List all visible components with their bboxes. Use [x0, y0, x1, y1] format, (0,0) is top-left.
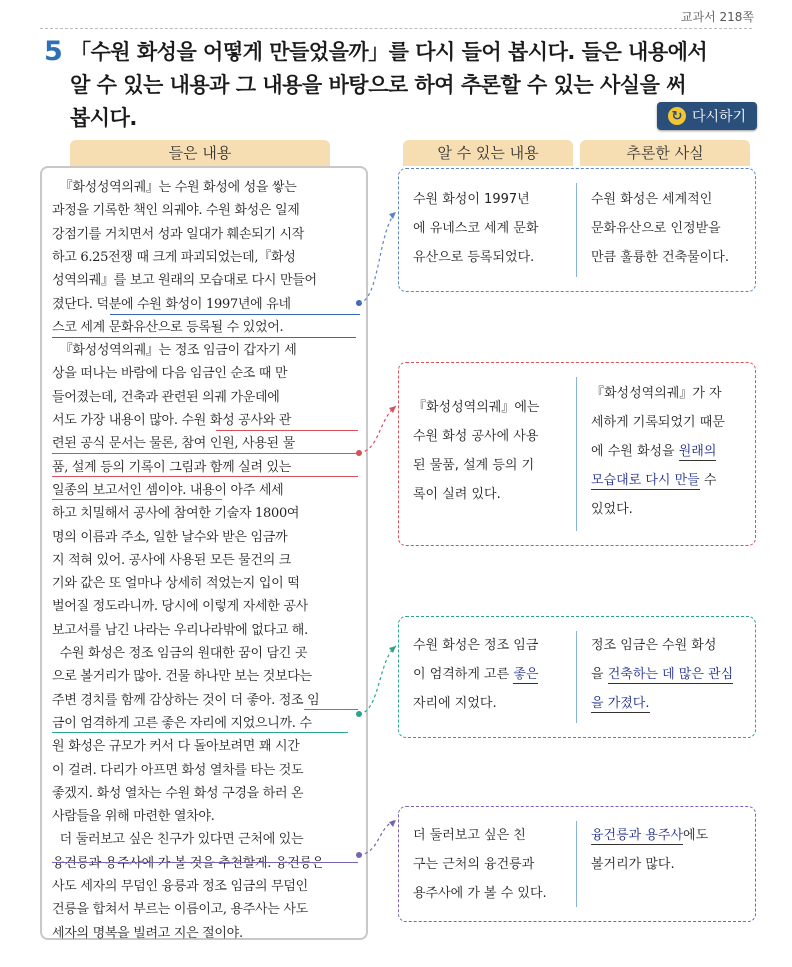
passage-line: 좋겠지. 화성 열차는 수원 화성 구경을 하러 온 — [52, 785, 304, 801]
redo-button-label: 다시하기 — [691, 109, 747, 125]
card2-inferred-line-1: 『화성성역의궤』가 자 — [591, 386, 722, 401]
card1-known-line-3: 유산으로 등록되었다. — [413, 250, 535, 265]
refresh-icon: ↻ — [668, 107, 686, 125]
passage-line: 일종의 보고서인 셈이야. 내용이 아주 세세 — [52, 482, 284, 498]
link-dot-green — [356, 711, 362, 717]
card3-inferred-line-2-pre: 을 — [591, 667, 608, 682]
header-known: 알 수 있는 내용 — [403, 140, 573, 166]
card2-inferred-tail: 수 — [699, 473, 717, 488]
passage-underline-red-4 — [52, 499, 222, 500]
card4-known — [413, 821, 547, 908]
question-line-2: 알 수 있는 내용과 그 내용을 바탕으로 하여 추론할 수 있는 사실을 써 — [70, 73, 686, 97]
passage-line: 보고서를 남긴 나라는 우리나라밖에 없다고 해. — [52, 622, 308, 638]
passage-line: 품, 설계 등의 기록이 그림과 함께 실려 있는 — [52, 459, 292, 475]
header-heard: 들은 내용 — [70, 140, 330, 166]
card4-answer-highlight: 융건릉과 용주사 — [591, 828, 684, 843]
card1-inferred-line-2: 문화유산으로 인정받을 — [591, 221, 721, 236]
passage-line: 『화성성역의궤』는 정조 임금이 갑자기 세 — [52, 343, 297, 359]
card4-known-line-3: 용주사에 가 볼 수 있다. — [413, 886, 547, 901]
card2-inferred-line-5: 있었다. — [591, 502, 633, 517]
passage-line: 건릉을 합쳐서 부르는 이름이고, 용주사는 사도 — [52, 902, 308, 918]
passage-line: 스코 세계 문화유산으로 등록될 수 있었어. — [52, 319, 284, 335]
passage-line: 하고 6.25전쟁 때 크게 파괴되었는데,『화성 — [52, 249, 296, 265]
page-reference: 교과서 218쪽 — [680, 10, 754, 24]
passage-line: 기와 값은 또 얼마나 상세히 적었는지 입이 떡 — [52, 576, 300, 592]
card-divider — [576, 631, 577, 723]
link-dot-purple — [356, 852, 362, 858]
card1-inferred-line-3: 만큼 훌륭한 건축물이다. — [591, 250, 729, 265]
card4-inferred-tail: 에도 — [683, 828, 709, 843]
card4-known-line-1: 더 둘러보고 싶은 친 — [413, 828, 526, 843]
card4-inferred — [591, 821, 708, 879]
question-line-3: 봅시다. — [70, 106, 137, 130]
passage-line: 벌어질 정도라니까. 당시에 이렇게 자세한 공사 — [52, 599, 308, 615]
card2-inferred-line-3: 에 수원 화성을 — [591, 444, 679, 459]
header-inferred: 추론한 사실 — [580, 140, 750, 166]
top-divider — [40, 28, 752, 29]
card3-known-line-3: 자리에 지었다. — [413, 696, 497, 711]
card2-known-line-3: 된 물품, 설계 등의 기 — [413, 458, 535, 473]
question-line-1: 「수원 화성을 어떻게 만들었을까」를 다시 들어 봅시다. 들은 내용에서 — [70, 40, 708, 64]
passage-underline-blue-2 — [52, 337, 356, 338]
passage-line: 주변 경치를 함께 감상하는 것이 더 좋아. 정조 임 — [52, 692, 320, 708]
card1-known-line-1: 수원 화성이 1997년 — [413, 192, 530, 207]
passage-line: 서도 가장 내용이 많아. 수원 화성 공사와 관 — [52, 413, 292, 428]
card2-inferred-line-2: 세하게 기록되었기 때문 — [591, 415, 725, 430]
passage-line: 지 적혀 있어. 공사에 사용된 모든 물건의 크 — [52, 552, 292, 568]
card2-answer-highlight-1: 원래의 — [678, 444, 717, 459]
card3-known — [413, 631, 538, 718]
passage-underline-green-1 — [304, 709, 358, 710]
passage-line: 졌단다. 덕분에 수원 화성이 1997년에 유네 — [52, 296, 291, 312]
passage-line: 『화성성역의궤』는 수원 화성에 성을 쌓는 — [52, 180, 297, 195]
passage-underline-red-1 — [216, 430, 358, 431]
card3-known-line-2: 이 엄격하게 고른 — [413, 667, 514, 682]
answer-card-4 — [398, 806, 756, 922]
passage-line: 사람들을 위해 마련한 열차야. — [52, 809, 215, 825]
passage-line: 하고 치밀해서 공사에 참여한 기술자 1800여 — [52, 506, 300, 522]
answer-card-2 — [398, 362, 756, 546]
card3-inferred — [591, 631, 733, 718]
card3-answer-highlight-2: 을 가졌다. — [591, 696, 650, 711]
passage-line: 성역의궤』를 보고 원래의 모습대로 다시 만들어 — [52, 273, 317, 289]
passage-line: 들어졌는데, 건축과 관련된 의궤 가운데에 — [52, 389, 280, 405]
passage-line: 금이 엄격하게 고른 좋은 자리에 지었으니까. 수 — [52, 715, 312, 731]
link-dot-blue — [356, 300, 362, 306]
card2-known-line-2: 수원 화성 공사에 사용 — [413, 429, 539, 444]
card1-inferred-line-1: 수원 화성은 세계적인 — [591, 192, 713, 207]
passage-underline-red-3 — [52, 476, 358, 477]
question-number: 5 — [44, 36, 63, 67]
passage-line: 강점기를 거치면서 성과 일대가 훼손되기 시작 — [52, 226, 305, 242]
card2-inferred — [591, 379, 725, 524]
passage-line: 세자의 명복을 빌려고 지은 절이야. — [52, 925, 243, 941]
card4-inferred-line-2: 볼거리가 많다. — [591, 857, 675, 872]
card2-known — [413, 393, 539, 509]
passage-underline-purple-1 — [52, 862, 358, 863]
passage-underline-green-2 — [52, 732, 348, 733]
card3-inferred-line-1: 정조 임금은 수원 화성 — [591, 638, 717, 653]
redo-button[interactable] — [657, 102, 757, 130]
passage-underline-blue-1 — [110, 314, 360, 315]
answer-card-1 — [398, 168, 756, 292]
passage-line: 사도 세자의 무덤인 융릉과 정조 임금의 무덤인 — [52, 879, 308, 894]
card1-known-line-2: 에 유네스코 세계 문화 — [413, 221, 539, 236]
card3-known-line-1: 수원 화성은 정조 임금 — [413, 638, 539, 653]
passage-line: 융건릉과 용주사에 가 볼 것을 추천할게. 융건릉은 — [52, 855, 324, 871]
card3-answer-highlight: 좋은 — [513, 667, 539, 682]
card-divider — [576, 821, 577, 907]
card4-known-line-2: 구는 근처의 융건릉과 — [413, 857, 535, 872]
answer-card-3 — [398, 616, 756, 738]
card1-known — [413, 185, 538, 272]
card3-answer-highlight-1: 건축하는 데 많은 관심 — [607, 667, 734, 682]
card2-answer-highlight-2: 모습대로 다시 만들 — [591, 473, 700, 488]
passage-line: 더 둘러보고 싶은 친구가 있다면 근처에 있는 — [52, 832, 304, 848]
link-dot-red — [356, 450, 362, 456]
passage-line: 명의 이름과 주소, 일한 날수와 받은 임금까 — [52, 529, 288, 545]
card-divider — [576, 183, 577, 277]
card2-known-line-4: 록이 실려 있다. — [413, 487, 501, 502]
passage-line: 과정을 기록한 책인 의궤야. 수원 화성은 일제 — [52, 203, 300, 219]
card1-inferred — [591, 185, 729, 272]
passage-underline-red-2 — [52, 453, 358, 454]
passage-line: 원 화성은 규모가 커서 다 돌아보려면 꽤 시간 — [52, 739, 300, 755]
passage-line: 상을 떠나는 바람에 다음 임금인 순조 때 만 — [52, 366, 288, 382]
passage-line: 수원 화성은 정조 임금의 원대한 꿈이 담긴 곳 — [52, 646, 308, 661]
card-divider — [576, 377, 577, 531]
card2-known-line-1: 『화성성역의궤』에는 — [413, 400, 540, 415]
passage-line: 이 걸려. 다리가 아프면 화성 열차를 타는 것도 — [52, 762, 304, 778]
passage-line: 으로 볼거리가 많아. 건물 하나만 보는 것보다는 — [52, 669, 312, 685]
passage-line: 련된 공식 문서는 물론, 참여 인원, 사용된 물 — [52, 436, 295, 452]
